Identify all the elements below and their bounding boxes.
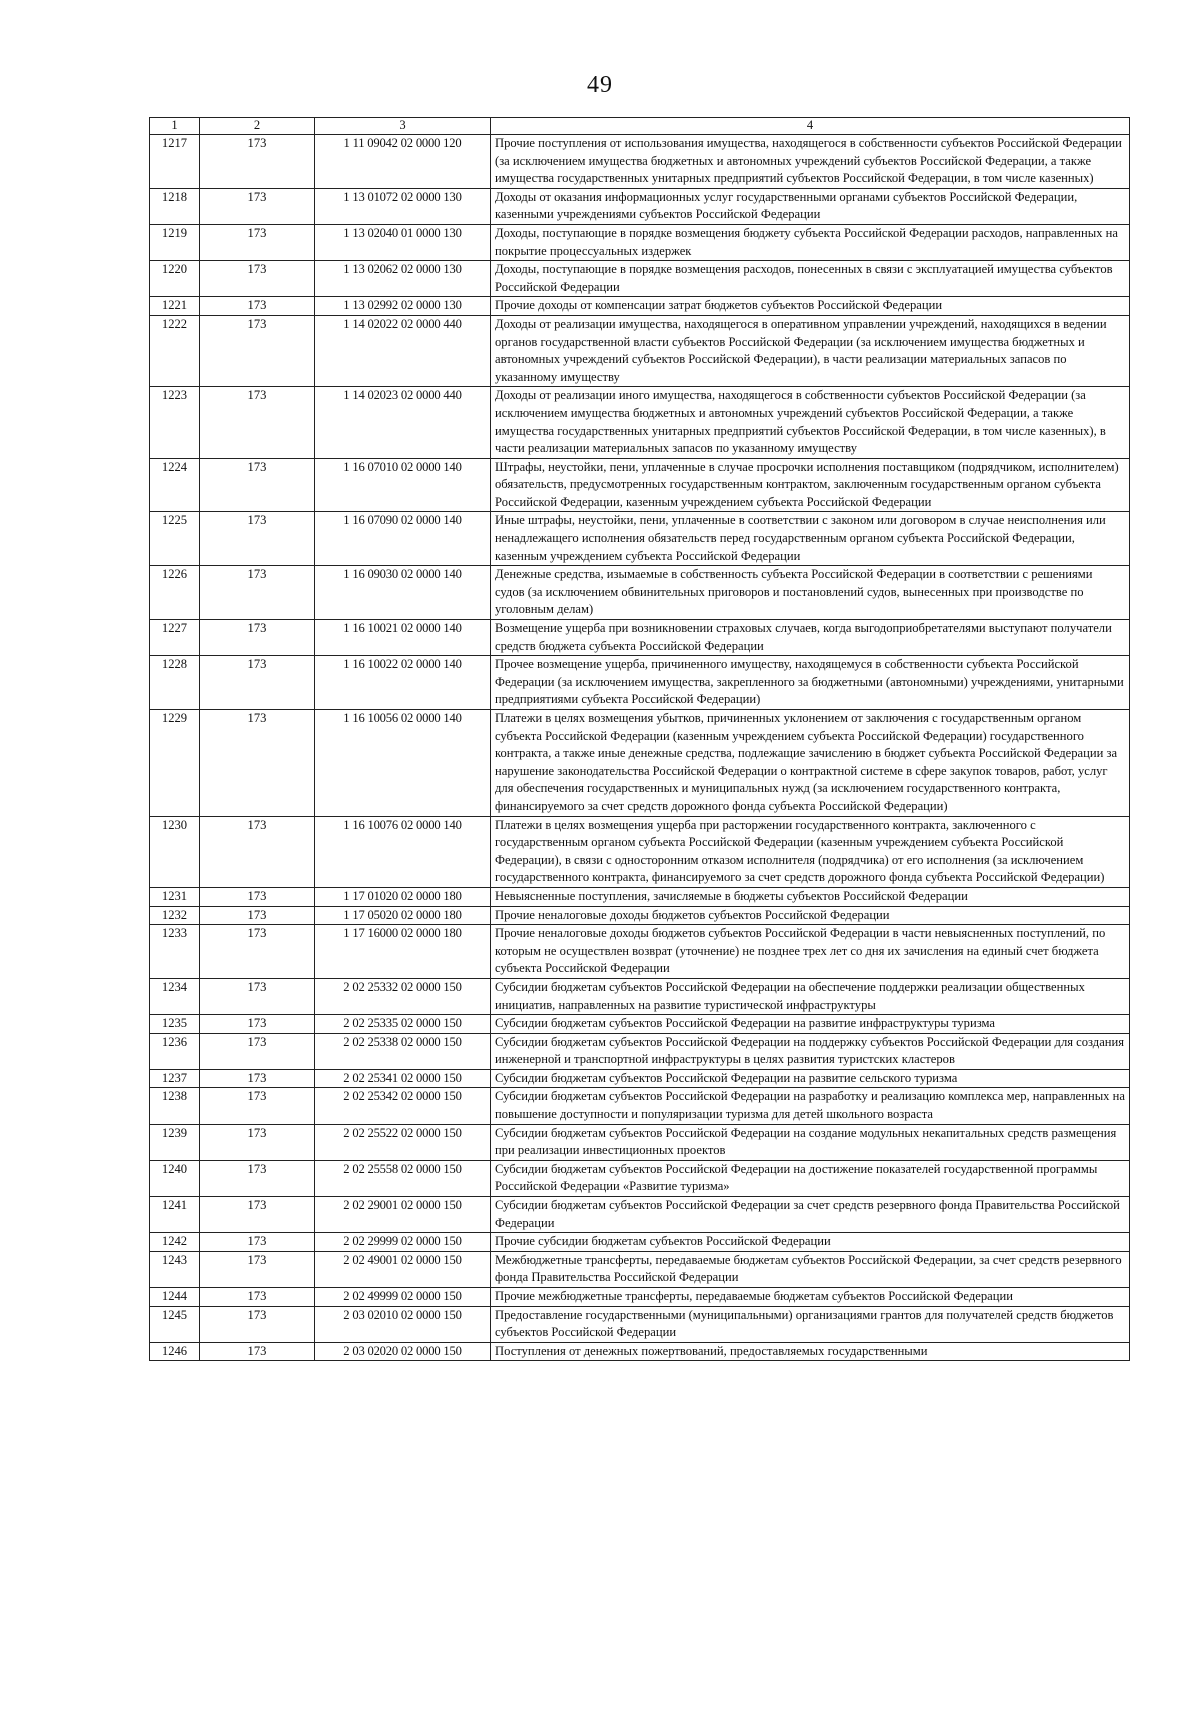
- admin-code: 173: [200, 887, 315, 906]
- budget-classification-code: 2 02 25522 02 0000 150: [315, 1124, 491, 1160]
- row-number: 1225: [150, 512, 200, 566]
- income-description: Доходы от оказания информационных услуг государственными органами субъектов Российской Федерации, казенными учреждениями субъектов Российской Федерации: [491, 188, 1130, 224]
- row-number: 1246: [150, 1342, 200, 1361]
- row-number: 1233: [150, 925, 200, 979]
- budget-classification-code: 1 17 05020 02 0000 180: [315, 906, 491, 925]
- admin-code: 173: [200, 710, 315, 817]
- admin-code: 173: [200, 1033, 315, 1069]
- row-number: 1227: [150, 620, 200, 656]
- admin-code: 173: [200, 1069, 315, 1088]
- admin-code: 173: [200, 458, 315, 512]
- admin-code: 173: [200, 1251, 315, 1287]
- admin-code: 173: [200, 656, 315, 710]
- admin-code: 173: [200, 1197, 315, 1233]
- table-row: [150, 1124, 1130, 1160]
- income-description: Денежные средства, изымаемые в собственность субъекта Российской Федерации в соответствии с решениями судов (за исключением обвинительных приговоров и постановлений судов, вынесенных при производстве по уголовным делам): [491, 566, 1130, 620]
- table-body: [150, 135, 1130, 1361]
- admin-code: 173: [200, 1288, 315, 1307]
- page-number: 49: [587, 72, 613, 98]
- budget-classification-code: 1 16 10076 02 0000 140: [315, 816, 491, 887]
- row-number: 1235: [150, 1015, 200, 1034]
- income-description: Возмещение ущерба при возникновении страховых случаев, когда выгодоприобретателями выступают получатели средств бюджета субъекта Российской Федерации: [491, 620, 1130, 656]
- income-description: Доходы от реализации иного имущества, находящегося в собственности субъектов Российской Федерации (за исключением имущества бюджетных и автономных учреждений субъектов Российской Федерации, а также имущества государственных унитарных предприятий субъектов Российской Федерации, в том числе казенных), в части реализации материальных запасов по указанному имуществу: [491, 387, 1130, 458]
- table-row: [150, 887, 1130, 906]
- income-description: Платежи в целях возмещения ущерба при расторжении государственного контракта, заключенного с государственным органом субъекта Российской Федерации (казенным учреждением субъекта Российской Федерации), в связи с односторонним отказом исполнителя (подрядчика) от его исполнения (за исключением государственного контракта, финансируемого за счет средств дорожного фонда субъекта Российской Федерации): [491, 816, 1130, 887]
- row-number: 1242: [150, 1233, 200, 1252]
- budget-classification-table: [149, 117, 1130, 1361]
- budget-classification-code: 1 16 10022 02 0000 140: [315, 656, 491, 710]
- table-row: [150, 297, 1130, 316]
- table-row: [150, 458, 1130, 512]
- table-row: [150, 816, 1130, 887]
- admin-code: 173: [200, 135, 315, 189]
- admin-code: 173: [200, 1160, 315, 1196]
- row-number: 1219: [150, 224, 200, 260]
- budget-classification-code: 1 16 10056 02 0000 140: [315, 710, 491, 817]
- budget-classification-code: 1 16 10021 02 0000 140: [315, 620, 491, 656]
- row-number: 1221: [150, 297, 200, 316]
- budget-classification-code: 2 02 29001 02 0000 150: [315, 1197, 491, 1233]
- column-header-3: 3: [315, 118, 491, 135]
- admin-code: 173: [200, 620, 315, 656]
- budget-classification-code: 2 02 25341 02 0000 150: [315, 1069, 491, 1088]
- income-description: Субсидии бюджетам субъектов Российской Федерации на развитие инфраструктуры туризма: [491, 1015, 1130, 1034]
- budget-classification-code: 2 02 25335 02 0000 150: [315, 1015, 491, 1034]
- income-description: Штрафы, неустойки, пени, уплаченные в случае просрочки исполнения поставщиком (подрядчиком, исполнителем) обязательств, предусмотренных государственным контрактом, заключенным государственным органом субъекта Российской Федерации, казенным учреждением субъекта Российской Федерации: [491, 458, 1130, 512]
- row-number: 1228: [150, 656, 200, 710]
- admin-code: 173: [200, 188, 315, 224]
- row-number: 1226: [150, 566, 200, 620]
- budget-classification-code: 1 13 02040 01 0000 130: [315, 224, 491, 260]
- table-row: [150, 224, 1130, 260]
- row-number: 1241: [150, 1197, 200, 1233]
- income-description: Субсидии бюджетам субъектов Российской Федерации на создание модульных некапитальных средств размещения при реализации инвестиционных проектов: [491, 1124, 1130, 1160]
- row-number: 1220: [150, 261, 200, 297]
- table-row: [150, 315, 1130, 386]
- budget-classification-code: 1 14 02022 02 0000 440: [315, 315, 491, 386]
- column-header-1: 1: [150, 118, 200, 135]
- budget-classification-code: 2 02 49999 02 0000 150: [315, 1288, 491, 1307]
- income-description: Предоставление государственными (муниципальными) организациями грантов для получателей средств бюджетов субъектов Российской Федерации: [491, 1306, 1130, 1342]
- budget-classification-code: 1 13 02062 02 0000 130: [315, 261, 491, 297]
- table-row: [150, 188, 1130, 224]
- budget-classification-code: 2 02 49001 02 0000 150: [315, 1251, 491, 1287]
- income-description: Прочие неналоговые доходы бюджетов субъектов Российской Федерации: [491, 906, 1130, 925]
- table-row: [150, 1342, 1130, 1361]
- row-number: 1234: [150, 978, 200, 1014]
- budget-classification-code: 1 13 02992 02 0000 130: [315, 297, 491, 316]
- table-row: [150, 1069, 1130, 1088]
- income-description: Невыясненные поступления, зачисляемые в бюджеты субъектов Российской Федерации: [491, 887, 1130, 906]
- admin-code: 173: [200, 566, 315, 620]
- admin-code: 173: [200, 906, 315, 925]
- budget-classification-code: 1 16 09030 02 0000 140: [315, 566, 491, 620]
- row-number: 1229: [150, 710, 200, 817]
- admin-code: 173: [200, 512, 315, 566]
- table-row: [150, 566, 1130, 620]
- row-number: 1218: [150, 188, 200, 224]
- table-row: [150, 1088, 1130, 1124]
- table-row: [150, 1160, 1130, 1196]
- column-header-4: 4: [491, 118, 1130, 135]
- budget-classification-code: 1 16 07010 02 0000 140: [315, 458, 491, 512]
- admin-code: 173: [200, 261, 315, 297]
- admin-code: 173: [200, 1124, 315, 1160]
- table-row: [150, 512, 1130, 566]
- table-row: [150, 1251, 1130, 1287]
- table-row: [150, 1288, 1130, 1307]
- income-description: Доходы от реализации имущества, находящегося в оперативном управлении учреждений, находящихся в ведении органов государственной власти субъектов Российской Федерации (за исключением имущества бюджетных и автономных учреждений субъектов Российской Федерации), в части реализации материальных запасов по указанному имуществу: [491, 315, 1130, 386]
- admin-code: 173: [200, 297, 315, 316]
- income-description: Прочие межбюджетные трансферты, передаваемые бюджетам субъектов Российской Федерации: [491, 1288, 1130, 1307]
- row-number: 1230: [150, 816, 200, 887]
- row-number: 1244: [150, 1288, 200, 1307]
- admin-code: 173: [200, 1342, 315, 1361]
- row-number: 1231: [150, 887, 200, 906]
- income-description: Субсидии бюджетам субъектов Российской Федерации на развитие сельского туризма: [491, 1069, 1130, 1088]
- income-description: Прочие субсидии бюджетам субъектов Российской Федерации: [491, 1233, 1130, 1252]
- budget-classification-code: 1 11 09042 02 0000 120: [315, 135, 491, 189]
- table-row: [150, 135, 1130, 189]
- income-description: Субсидии бюджетам субъектов Российской Федерации на достижение показателей государственной программы Российской Федерации «Развитие туризма»: [491, 1160, 1130, 1196]
- admin-code: 173: [200, 816, 315, 887]
- admin-code: 173: [200, 315, 315, 386]
- table-row: [150, 261, 1130, 297]
- income-description: Прочие доходы от компенсации затрат бюджетов субъектов Российской Федерации: [491, 297, 1130, 316]
- income-description: Иные штрафы, неустойки, пени, уплаченные в соответствии с законом или договором в случае неисполнения или ненадлежащего исполнения обязательств перед государственным органом субъекта Российской Федерации, казенным учреждением субъекта Российской Федерации: [491, 512, 1130, 566]
- budget-classification-code: 2 02 25332 02 0000 150: [315, 978, 491, 1014]
- income-description: Межбюджетные трансферты, передаваемые бюджетам субъектов Российской Федерации, за счет средств резервного фонда Правительства Российской Федерации: [491, 1251, 1130, 1287]
- row-number: 1224: [150, 458, 200, 512]
- header-row: [150, 118, 1130, 135]
- row-number: 1222: [150, 315, 200, 386]
- budget-classification-code: 2 02 25558 02 0000 150: [315, 1160, 491, 1196]
- table-row: [150, 620, 1130, 656]
- budget-classification-code: 2 02 29999 02 0000 150: [315, 1233, 491, 1252]
- income-description: Доходы, поступающие в порядке возмещения бюджету субъекта Российской Федерации расходов, направленных на покрытие процессуальных издержек: [491, 224, 1130, 260]
- table-row: [150, 656, 1130, 710]
- income-description: Прочее возмещение ущерба, причиненного имуществу, находящемуся в собственности субъекта Российской Федерации (за исключением имущества, закрепленного за бюджетными (автономными) учреждениями, унитарными предприятиями субъекта Российской Федерации): [491, 656, 1130, 710]
- budget-classification-code: 1 13 01072 02 0000 130: [315, 188, 491, 224]
- table-row: [150, 906, 1130, 925]
- budget-classification-code: 2 03 02020 02 0000 150: [315, 1342, 491, 1361]
- table-row: [150, 1015, 1130, 1034]
- budget-classification-code: 1 16 07090 02 0000 140: [315, 512, 491, 566]
- row-number: 1239: [150, 1124, 200, 1160]
- row-number: 1237: [150, 1069, 200, 1088]
- budget-classification-code: 2 03 02010 02 0000 150: [315, 1306, 491, 1342]
- row-number: 1217: [150, 135, 200, 189]
- row-number: 1236: [150, 1033, 200, 1069]
- budget-classification-code: 1 17 01020 02 0000 180: [315, 887, 491, 906]
- admin-code: 173: [200, 224, 315, 260]
- budget-classification-code: 2 02 25338 02 0000 150: [315, 1033, 491, 1069]
- table-row: [150, 1033, 1130, 1069]
- admin-code: 173: [200, 1015, 315, 1034]
- income-description: Доходы, поступающие в порядке возмещения расходов, понесенных в связи с эксплуатацией имущества субъектов Российской Федерации: [491, 261, 1130, 297]
- admin-code: 173: [200, 1306, 315, 1342]
- column-header-2: 2: [200, 118, 315, 135]
- admin-code: 173: [200, 1233, 315, 1252]
- income-description: Субсидии бюджетам субъектов Российской Федерации на разработку и реализацию комплекса мер, направленных на повышение доступности и популяризации туризма для детей школьного возраста: [491, 1088, 1130, 1124]
- table-row: [150, 925, 1130, 979]
- table-row: [150, 978, 1130, 1014]
- income-description: Поступления от денежных пожертвований, предоставляемых государственными: [491, 1342, 1130, 1361]
- table-row: [150, 1233, 1130, 1252]
- budget-classification-code: 1 17 16000 02 0000 180: [315, 925, 491, 979]
- table-row: [150, 710, 1130, 817]
- income-description: Субсидии бюджетам субъектов Российской Федерации на обеспечение поддержки реализации общественных инициатив, направленных на развитие туристической инфраструктуры: [491, 978, 1130, 1014]
- admin-code: 173: [200, 1088, 315, 1124]
- table-row: [150, 1197, 1130, 1233]
- table-row: [150, 1306, 1130, 1342]
- income-description: Платежи в целях возмещения убытков, причиненных уклонением от заключения с государственным органом субъекта Российской Федерации (казенным учреждением субъекта Российской Федерации) государственного контракта, а также иные денежные средства, подлежащие зачислению в бюджет субъекта Российской Федерации за нарушение законодательства Российской Федерации о контрактной системе в сфере закупок товаров, работ, услуг для обеспечения государственных и муниципальных нужд (за исключением государственного контракта, финансируемого за счет средств дорожного фонда субъекта Российской Федерации): [491, 710, 1130, 817]
- row-number: 1240: [150, 1160, 200, 1196]
- row-number: 1245: [150, 1306, 200, 1342]
- admin-code: 173: [200, 387, 315, 458]
- row-number: 1243: [150, 1251, 200, 1287]
- admin-code: 173: [200, 978, 315, 1014]
- income-description: Субсидии бюджетам субъектов Российской Федерации на поддержку субъектов Российской Федерации для создания инженерной и транспортной инфраструктуры в целях развития туристских кластеров: [491, 1033, 1130, 1069]
- row-number: 1223: [150, 387, 200, 458]
- budget-classification-code: 2 02 25342 02 0000 150: [315, 1088, 491, 1124]
- budget-classification-code: 1 14 02023 02 0000 440: [315, 387, 491, 458]
- income-description: Субсидии бюджетам субъектов Российской Федерации за счет средств резервного фонда Правительства Российской Федерации: [491, 1197, 1130, 1233]
- row-number: 1238: [150, 1088, 200, 1124]
- income-description: Прочие неналоговые доходы бюджетов субъектов Российской Федерации в части невыясненных поступлений, по которым не осуществлен возврат (уточнение) не позднее трех лет со дня их зачисления на единый счет бюджета субъекта Российской Федерации: [491, 925, 1130, 979]
- table-row: [150, 387, 1130, 458]
- income-description: Прочие поступления от использования имущества, находящегося в собственности субъектов Российской Федерации (за исключением имущества бюджетных и автономных учреждений субъектов Российской Федерации, а также имущества государственных унитарных предприятий субъектов Российской Федерации, в том числе казенных): [491, 135, 1130, 189]
- admin-code: 173: [200, 925, 315, 979]
- row-number: 1232: [150, 906, 200, 925]
